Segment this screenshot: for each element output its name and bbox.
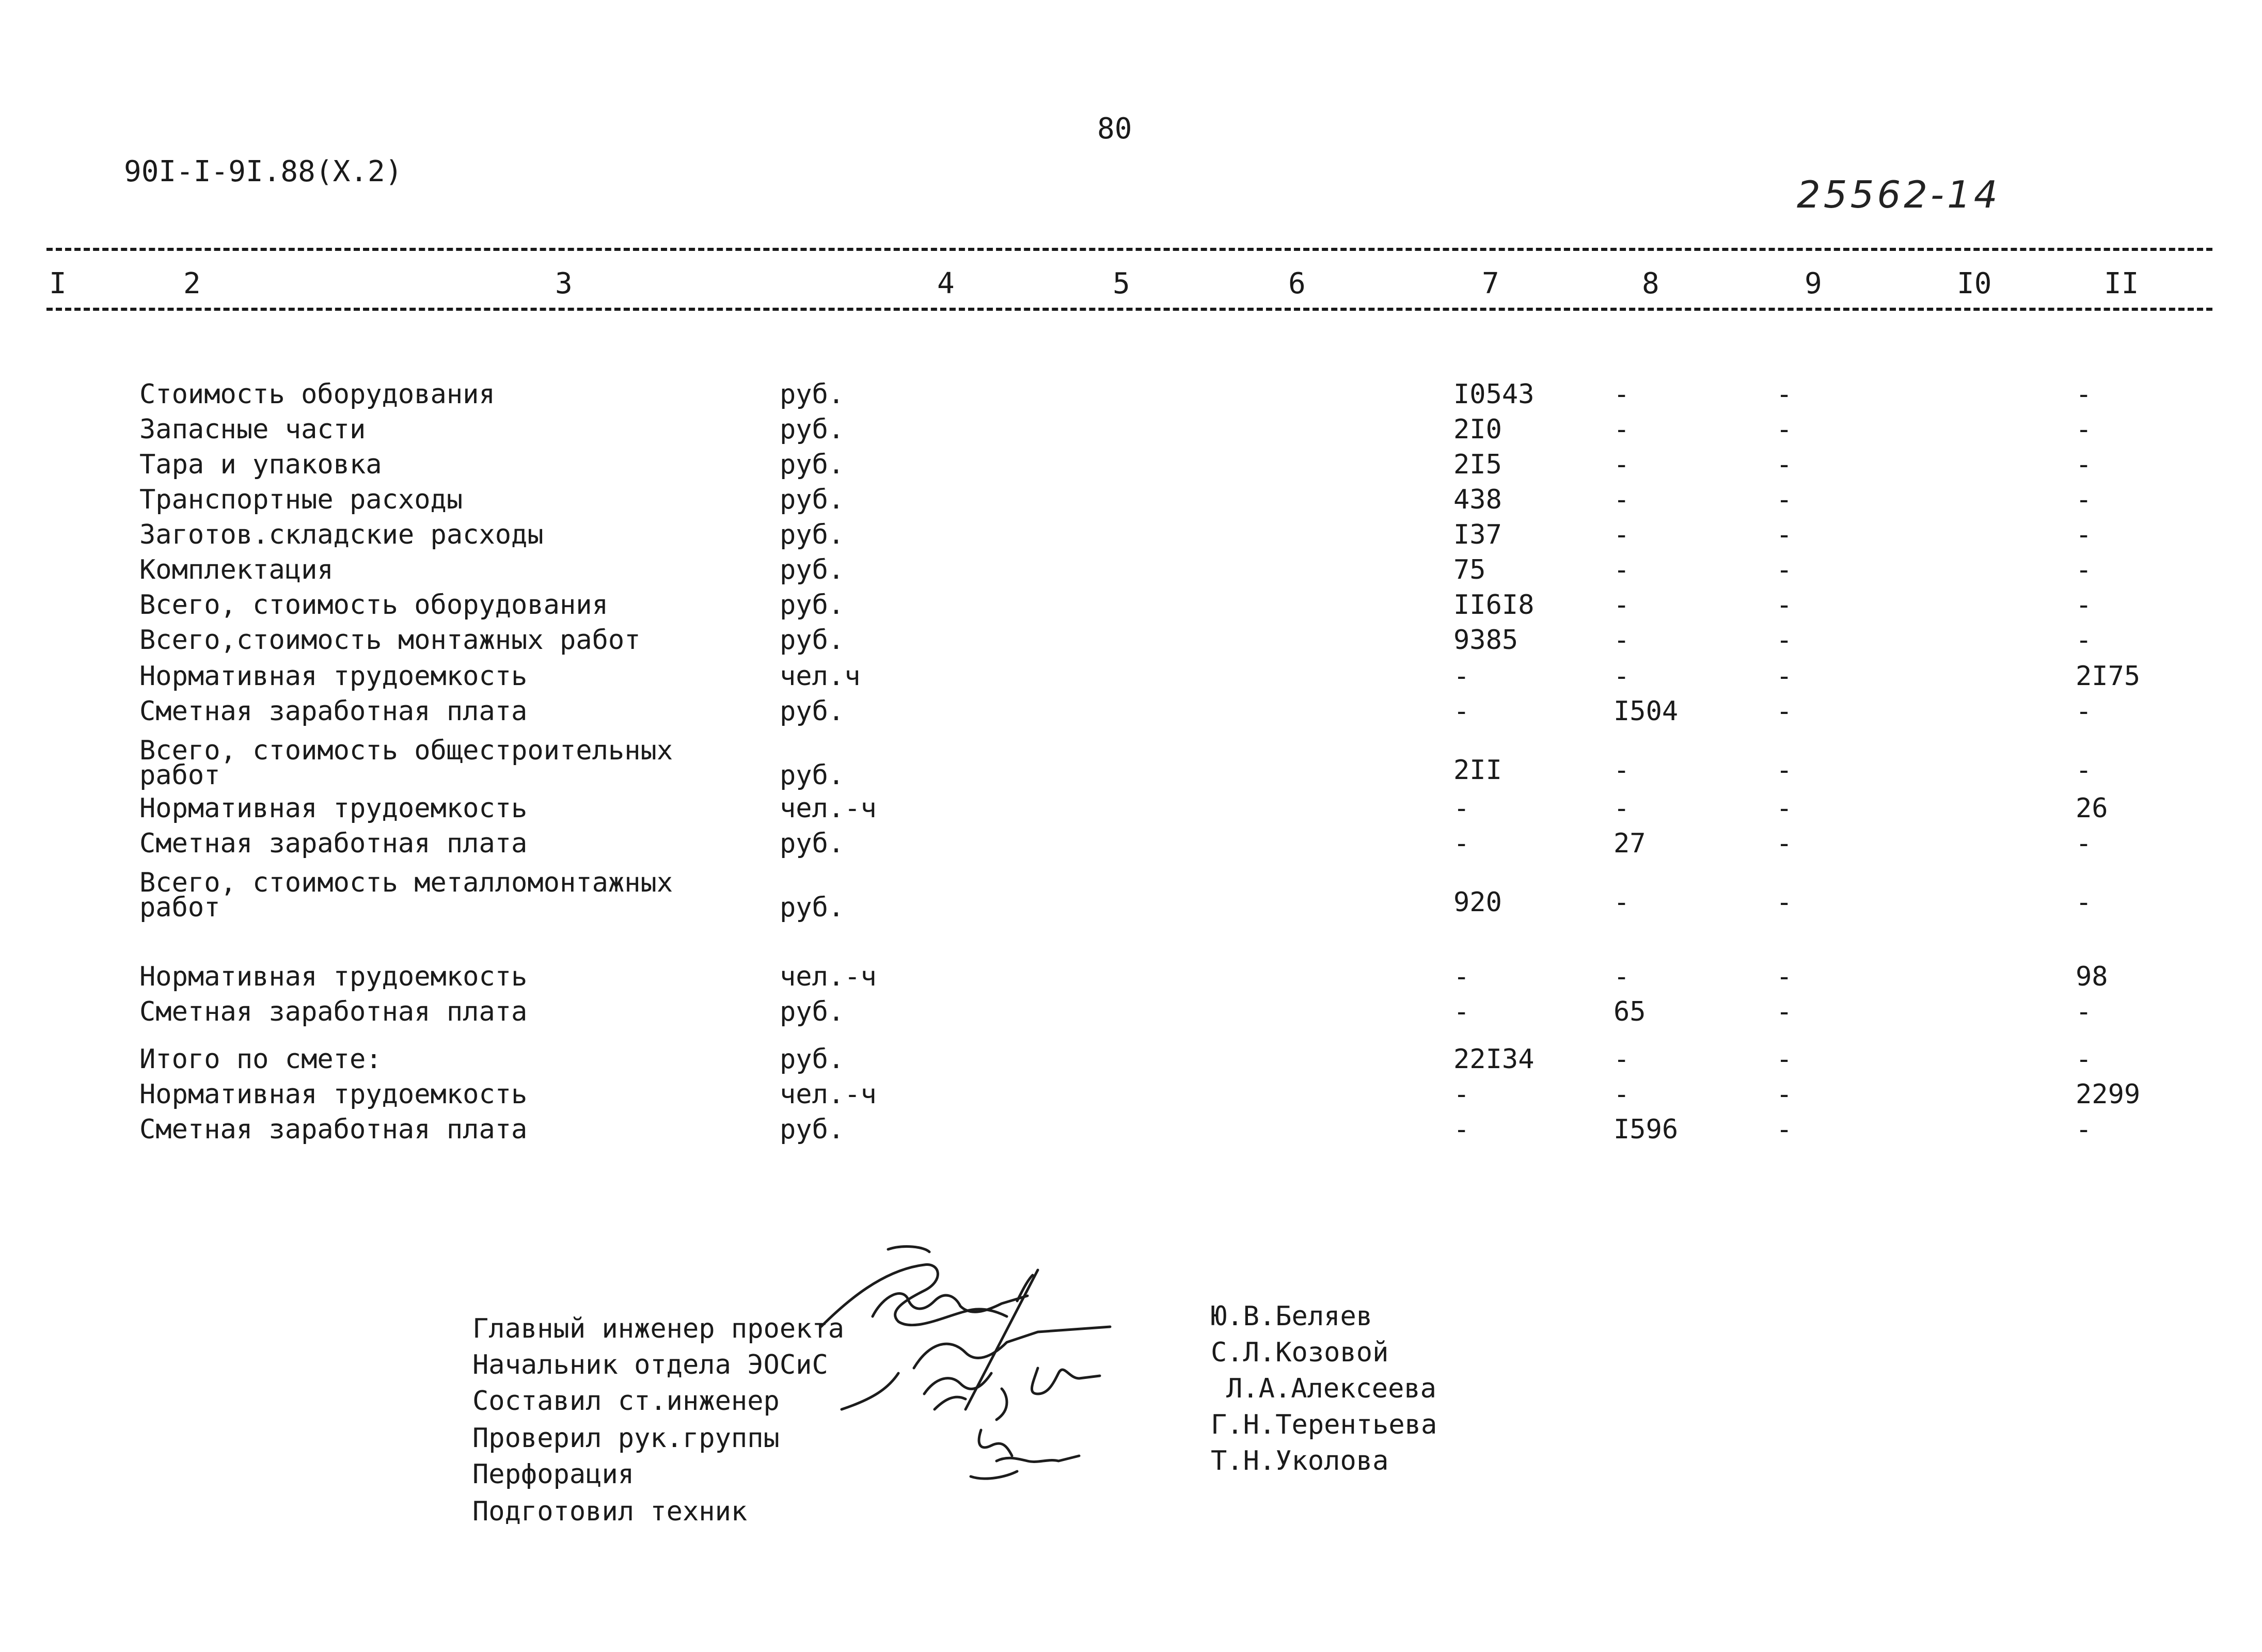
cell-col7: - <box>1453 961 1470 992</box>
cell-col8: - <box>1614 449 1630 480</box>
handwritten-signatures <box>811 1239 1162 1528</box>
cell-col7: - <box>1453 696 1470 727</box>
column-header-8: 8 <box>1642 267 1659 300</box>
row-unit: руб. <box>780 1044 845 1075</box>
cell-col8: - <box>1614 661 1630 692</box>
cell-col9: - <box>1776 379 1793 410</box>
table-row <box>0 627 2262 663</box>
cell-col11: - <box>2076 1044 2092 1075</box>
cell-col7: I37 <box>1453 519 1502 550</box>
cell-col7: 920 <box>1453 887 1502 918</box>
row-unit: чел.ч <box>780 661 861 692</box>
signatory-name: Л.А.Алексеева <box>1226 1373 1436 1404</box>
cell-col11: 2299 <box>2076 1079 2141 1110</box>
column-header-7: 7 <box>1482 267 1499 300</box>
table-row <box>0 998 2262 1035</box>
cell-col11: - <box>2076 590 2092 621</box>
row-name: Стоимость оборудования <box>139 379 495 410</box>
cell-col7: 75 <box>1453 554 1486 585</box>
column-header-6: 6 <box>1288 267 1306 300</box>
cell-col8: - <box>1614 590 1630 621</box>
row-name: Сметная заработная плата <box>139 696 528 727</box>
table-row <box>0 554 2262 593</box>
cell-col9: - <box>1776 625 1793 656</box>
row-unit: руб. <box>780 828 845 859</box>
row-unit: руб. <box>780 414 845 445</box>
cell-col9: - <box>1776 828 1793 859</box>
cell-col9: - <box>1776 554 1793 585</box>
row-name: Нормативная трудоемкость <box>139 661 528 692</box>
column-header-2: 2 <box>183 267 201 300</box>
cell-col9: - <box>1776 996 1793 1027</box>
cell-col8: - <box>1614 887 1630 918</box>
row-unit: руб. <box>780 590 845 621</box>
row-unit: руб. <box>780 554 845 585</box>
table-row <box>0 451 2262 487</box>
cell-col11: - <box>2076 519 2092 550</box>
row-unit: руб. <box>780 760 845 791</box>
cell-col7: - <box>1453 828 1470 859</box>
row-name-continuation: работ <box>139 892 220 923</box>
row-name: Всего, стоимость оборудования <box>139 590 608 621</box>
row-name: Всего, стоимость металломонтажных <box>139 867 673 898</box>
cell-col11: - <box>2076 449 2092 480</box>
signatory-name: Г.Н.Терентьева <box>1211 1409 1437 1440</box>
table-row <box>0 698 2262 734</box>
row-name: Комплектация <box>139 554 334 585</box>
cell-col11: - <box>2076 1114 2092 1145</box>
signatory-name: С.Л.Козовой <box>1211 1337 1389 1368</box>
cell-col11: - <box>2076 625 2092 656</box>
table-row <box>0 592 2262 628</box>
cell-col9: - <box>1776 1114 1793 1145</box>
cell-col11: - <box>2076 554 2092 585</box>
header-rule-top <box>46 248 2212 251</box>
cell-col7: 2I0 <box>1453 414 1502 445</box>
cell-col11: - <box>2076 484 2092 515</box>
cell-col11: - <box>2076 887 2092 918</box>
cell-col9: - <box>1776 887 1793 918</box>
row-name: Нормативная трудоемкость <box>139 793 528 824</box>
signature-title: Проверил рук.группы <box>472 1423 780 1454</box>
cell-col11: - <box>2076 755 2092 786</box>
signatory-name: Т.Н.Уколова <box>1211 1446 1389 1476</box>
cell-col8: - <box>1614 554 1630 585</box>
row-unit: чел.-ч <box>780 793 877 824</box>
row-name: Всего,стоимость монтажных работ <box>139 625 641 656</box>
row-unit: чел.-ч <box>780 961 877 992</box>
cell-col8: - <box>1614 625 1630 656</box>
handwritten-archive-number: 25562-14 <box>1797 173 2001 216</box>
table-row <box>0 737 2262 799</box>
cell-col8: 27 <box>1614 828 1646 859</box>
header-rule-bottom <box>46 308 2212 311</box>
row-unit: руб. <box>780 625 845 656</box>
column-header-1: I <box>49 267 67 300</box>
cell-col8: - <box>1614 484 1630 515</box>
cell-col8: - <box>1614 1079 1630 1110</box>
table-row <box>0 1046 2262 1082</box>
row-unit: чел.-ч <box>780 1079 877 1110</box>
row-unit: руб. <box>780 996 845 1027</box>
cell-col7: 438 <box>1453 484 1502 515</box>
row-unit: руб. <box>780 1114 845 1145</box>
cell-col9: - <box>1776 661 1793 692</box>
cell-col7: - <box>1453 1114 1470 1145</box>
cell-col9: - <box>1776 793 1793 824</box>
cell-col9: - <box>1776 519 1793 550</box>
signature-title: Составил ст.инженер <box>472 1386 780 1417</box>
cell-col9: - <box>1776 590 1793 621</box>
table-row <box>0 1116 2262 1152</box>
table-row <box>0 381 2262 417</box>
signature-title: Подготовил техник <box>472 1496 748 1527</box>
row-name: Нормативная трудоемкость <box>139 961 528 992</box>
row-name: Нормативная трудоемкость <box>139 1079 528 1110</box>
cell-col7: I0543 <box>1453 379 1535 410</box>
cell-col9: - <box>1776 961 1793 992</box>
column-header-11: II <box>2104 267 2139 300</box>
row-unit: руб. <box>780 484 845 515</box>
row-unit: руб. <box>780 892 845 923</box>
row-unit: руб. <box>780 519 845 550</box>
cell-col7: 2II <box>1453 755 1502 786</box>
row-name: Тара и упаковка <box>139 449 382 480</box>
table-row <box>0 830 2262 866</box>
row-name: Заготов.складские расходы <box>139 519 544 550</box>
table-row <box>0 486 2262 522</box>
cell-col8: - <box>1614 519 1630 550</box>
signature-title: Начальник отдела ЭОСиС <box>472 1349 828 1380</box>
row-unit: руб. <box>780 696 845 727</box>
cell-col7: - <box>1453 996 1470 1027</box>
table-row <box>0 795 2262 831</box>
column-header-5: 5 <box>1113 267 1130 300</box>
cell-col9: - <box>1776 484 1793 515</box>
table-row <box>0 663 2262 699</box>
cell-col8: I596 <box>1614 1114 1679 1145</box>
cell-col7: II6I8 <box>1453 590 1535 621</box>
cell-col9: - <box>1776 1079 1793 1110</box>
cell-col8: - <box>1614 961 1630 992</box>
cell-col9: - <box>1776 696 1793 727</box>
cell-col11: - <box>2076 696 2092 727</box>
cell-col7: 9385 <box>1453 625 1518 656</box>
signatory-name: Ю.В.Беляев <box>1211 1301 1373 1332</box>
row-name: Итого по смете: <box>139 1044 382 1075</box>
cell-col9: - <box>1776 414 1793 445</box>
row-name: Запасные части <box>139 414 366 445</box>
row-name: Всего, стоимость общестроительных <box>139 735 673 766</box>
cell-col8: - <box>1614 755 1630 786</box>
document-code: 90I-I-9I.88(X.2) <box>124 155 403 188</box>
cell-col9: - <box>1776 755 1793 786</box>
row-unit: руб. <box>780 379 845 410</box>
cell-col8: - <box>1614 414 1630 445</box>
row-name: Транспортные расходы <box>139 484 463 515</box>
cell-col11: - <box>2076 379 2092 410</box>
column-header-10: I0 <box>1957 267 1992 300</box>
cell-col11: - <box>2076 828 2092 859</box>
cell-col7: - <box>1453 1079 1470 1110</box>
cell-col8: - <box>1614 379 1630 410</box>
cell-col11: - <box>2076 996 2092 1027</box>
cell-col8: - <box>1614 793 1630 824</box>
cell-col9: - <box>1776 449 1793 480</box>
cell-col11: 2I75 <box>2076 661 2141 692</box>
cell-col8: - <box>1614 1044 1630 1075</box>
page-number: 80 <box>1097 112 1132 146</box>
row-name: Сметная заработная плата <box>139 828 528 859</box>
row-name: Сметная заработная плата <box>139 1114 528 1145</box>
cell-col8: 65 <box>1614 996 1646 1027</box>
cell-col7: 22I34 <box>1453 1044 1535 1075</box>
cell-col7: - <box>1453 793 1470 824</box>
cell-col8: I504 <box>1614 696 1679 727</box>
signature-title: Главный инженер проекта <box>472 1313 845 1344</box>
signature-title: Перфорация <box>472 1459 635 1490</box>
column-header-9: 9 <box>1805 267 1822 300</box>
table-row <box>0 963 2262 999</box>
table-row <box>0 521 2262 558</box>
cell-col9: - <box>1776 1044 1793 1075</box>
row-unit: руб. <box>780 449 845 480</box>
row-name-continuation: работ <box>139 760 220 791</box>
cell-col11: - <box>2076 414 2092 445</box>
cell-col7: 2I5 <box>1453 449 1502 480</box>
column-header-3: 3 <box>555 267 573 300</box>
cell-col11: 26 <box>2076 793 2108 824</box>
column-header-4: 4 <box>937 267 955 300</box>
cell-col11: 98 <box>2076 961 2108 992</box>
cell-col7: - <box>1453 661 1470 692</box>
row-name: Сметная заработная плата <box>139 996 528 1027</box>
table-row <box>0 869 2262 931</box>
table-row <box>0 1081 2262 1117</box>
table-row <box>0 416 2262 452</box>
